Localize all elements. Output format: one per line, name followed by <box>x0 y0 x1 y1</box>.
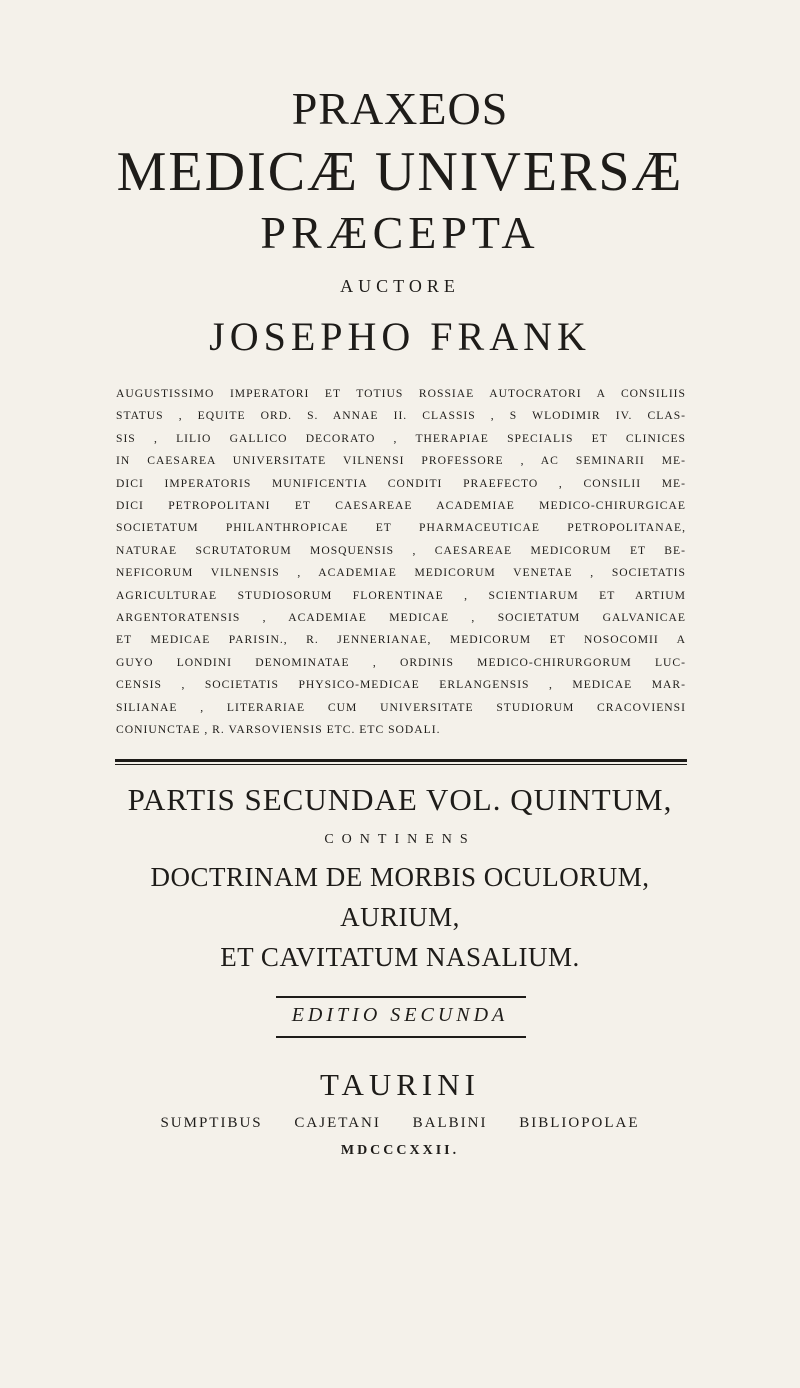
edition-rule-top <box>276 996 526 998</box>
dedication-line: CENSIS , SOCIETATIS PHYSICO-MEDICAE ERLANGENSIS , MEDICAE MAR- <box>116 678 686 692</box>
dedication-line: SILIANAE , LITERARIAE CUM UNIVERSITATE STUDIORUM CRACOVIENSI <box>116 700 686 714</box>
dedication-line: SIS , LILIO GALLICO DECORATO , THERAPIAE SPECIALIS ET CLINICES <box>116 431 686 445</box>
printer-word: BIBLIOPOLAE <box>519 1115 640 1131</box>
author-label: AUCTORE <box>340 276 460 296</box>
imprint-printer <box>0 1115 800 1132</box>
content-line-2: AURIUM, <box>340 902 460 932</box>
imprint-city: TAURINI <box>320 1067 480 1102</box>
author-name: JOSEPHO FRANK <box>209 314 591 359</box>
title-line-1: PRAXEOS <box>291 83 509 134</box>
title-line-2: MEDICÆ UNIVERSÆ <box>116 141 684 203</box>
dedication-line: ARGENTORATENSIS , ACADEMIAE MEDICAE , SOCIETATUM GALVANICAE <box>116 611 686 625</box>
dedication-line: STATUS , EQUITE ORD. S. ANNAE II. CLASSIS , S WLODIMIR IV. CLAS- <box>116 409 686 423</box>
double-rule-thin <box>115 764 687 765</box>
dedication-line: DICI IMPERATORIS MUNIFICENTIA CONDITI PRAEFECTO , CONSILII ME- <box>116 476 686 490</box>
edition-rule-bottom <box>276 1036 526 1038</box>
volume-line: PARTIS SECUNDAE VOL. QUINTUM, <box>127 782 673 817</box>
dedication-line-last: CONIUNCTAE , R. VARSOVIENSIS ETC. ETC SODALI. <box>116 723 441 737</box>
dedication-line: DICI PETROPOLITANI ET CAESAREAE ACADEMIAE MEDICO-CHIRURGICAE <box>116 499 686 513</box>
dedication-line: NATURAE SCRUTATORUM MOSQUENSIS , CAESAREAE MEDICORUM ET BE- <box>116 543 686 557</box>
content-line-1: DOCTRINAM DE MORBIS OCULORUM, <box>150 862 650 892</box>
dedication-block <box>116 383 686 742</box>
dedication-line: NEFICORUM VILNENSIS , ACADEMIAE MEDICORUM VENETAE , SOCIETATIS <box>116 566 686 580</box>
printer-word: SUMPTIBUS <box>160 1115 263 1131</box>
dedication-line: AGRICULTURAE STUDIOSORUM FLORENTINAE , SCIENTIARUM ET ARTIUM <box>116 588 686 602</box>
content-line-3: ET CAVITATUM NASALIUM. <box>220 942 580 972</box>
dedication-line: IN CAESAREA UNIVERSITATE VILNENSI PROFESSORE , AC SEMINARII ME- <box>116 454 686 468</box>
dedication-line: SOCIETATUM PHILANTHROPICAE ET PHARMACEUTICAE PETROPOLITANAE, <box>116 521 686 535</box>
continens-label: CONTINENS <box>324 832 476 847</box>
title-line-3: PRÆCEPTA <box>260 207 540 258</box>
edition-label: EDITIO SECUNDA <box>291 1004 509 1026</box>
printer-word: BALBINI <box>412 1115 488 1131</box>
printer-word: CAJETANI <box>294 1115 381 1131</box>
double-rule-thick <box>115 759 687 762</box>
dedication-line: AUGUSTISSIMO IMPERATORI ET TOTIUS ROSSIAE AUTOCRATORI A CONSILIIS <box>116 387 686 400</box>
dedication-line: ET MEDICAE PARISIN., R. JENNERIANAE, MEDICORUM ET NOSOCOMII A <box>116 633 686 647</box>
imprint-year: MDCCCXXII. <box>340 1143 460 1158</box>
dedication-line: GUYO LONDINI DENOMINATAE , ORDINIS MEDICO-CHIRURGORUM LUC- <box>116 655 686 669</box>
